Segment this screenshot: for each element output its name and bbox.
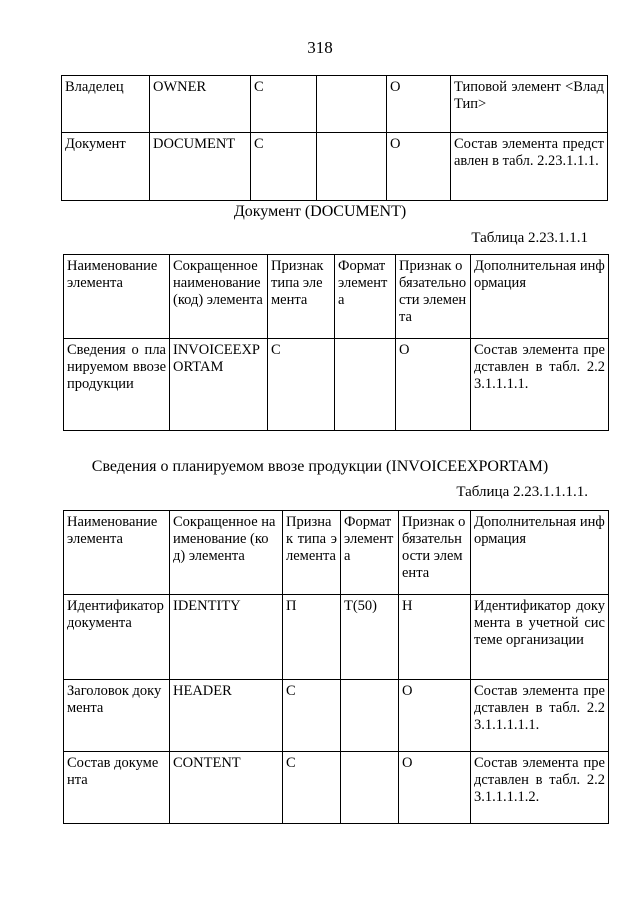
cell-name: Сведения о планируемом ввозе продукции (64, 339, 170, 431)
cell-format (317, 133, 387, 201)
table-header-row (64, 255, 609, 339)
cell-name: Владелец (62, 76, 150, 133)
cell-type: С (283, 752, 341, 824)
cell-format (341, 680, 399, 752)
header-type: Признак типа элемента (283, 511, 341, 595)
header-name: Наименование элемента (64, 255, 170, 339)
cell-format (335, 339, 396, 431)
cell-info: Типовой элемент <ВладТип> (451, 76, 608, 133)
cell-required: О (399, 680, 471, 752)
cell-format (317, 76, 387, 133)
header-info: Дополнительная информация (471, 511, 609, 595)
cell-code: OWNER (150, 76, 251, 133)
cell-code: HEADER (170, 680, 283, 752)
cell-code: IDENTITY (170, 595, 283, 680)
cell-info: Идентификатор документа в учетной системе организации (471, 595, 609, 680)
table-number-2: Таблица 2.23.1.1.1 (471, 230, 588, 246)
cell-name: Документ (62, 133, 150, 201)
header-format: Формат элемента (335, 255, 396, 339)
cell-name: Заголовок документа (64, 680, 170, 752)
cell-name: Состав документа (64, 752, 170, 824)
header-code: Сокращенное наименование (код) элемента (170, 511, 283, 595)
cell-info: Состав элемента представлен в табл. 2.23.1.1.1.1.2. (471, 752, 609, 824)
header-format: Формат элемента (341, 511, 399, 595)
cell-type: С (268, 339, 335, 431)
cell-type: П (283, 595, 341, 680)
table-row (64, 752, 609, 824)
page-number: 318 (307, 38, 333, 57)
cell-type: С (251, 76, 317, 133)
table-row (62, 76, 608, 133)
cell-required: О (399, 752, 471, 824)
cell-required: О (387, 133, 451, 201)
table-row (64, 339, 609, 431)
header-required: Признак обязательности элемента (399, 511, 471, 595)
header-name: Наименование элемента (64, 511, 170, 595)
table-row (62, 133, 608, 201)
section-caption-document: Документ (DOCUMENT) (233, 203, 407, 220)
cell-info: Состав элемента представлен в табл. 2.23.1.1.1.1.1. (471, 680, 609, 752)
header-type: Признак типа элемента (268, 255, 335, 339)
header-info: Дополнительная информация (471, 255, 609, 339)
cell-info-text: Состав элемента представлен в табл. 2.23.1.1.1. (454, 136, 604, 169)
header-code: Сокращенное наименование (код) элемента (170, 255, 268, 339)
table-header-row (64, 511, 609, 595)
cell-name: Идентификатор документа (64, 595, 170, 680)
cell-required: Н (399, 595, 471, 680)
cell-code: CONTENT (170, 752, 283, 824)
invoiceexportam-table (63, 510, 609, 824)
cell-required: О (387, 76, 451, 133)
table-row (64, 680, 609, 752)
cell-info (451, 133, 608, 201)
cell-code: INVOICEEXPORTAM (170, 339, 268, 431)
header-required: Признак обязательности элемента (396, 255, 471, 339)
cell-required: О (396, 339, 471, 431)
cell-info: Состав элемента представлен в табл. 2.23.1.1.1.1. (471, 339, 609, 431)
cell-type: С (283, 680, 341, 752)
cell-type: С (251, 133, 317, 201)
cell-format: Т(50) (341, 595, 399, 680)
document-table (63, 254, 609, 431)
cell-format (341, 752, 399, 824)
section-caption-invoiceexportam: Сведения о планируемом ввозе продукции (INVOICEEXPORTAM) (91, 458, 549, 475)
owner-document-table (61, 75, 608, 201)
table-number-3: Таблица 2.23.1.1.1.1. (456, 484, 588, 500)
table-row (64, 595, 609, 680)
cell-code: DOCUMENT (150, 133, 251, 201)
